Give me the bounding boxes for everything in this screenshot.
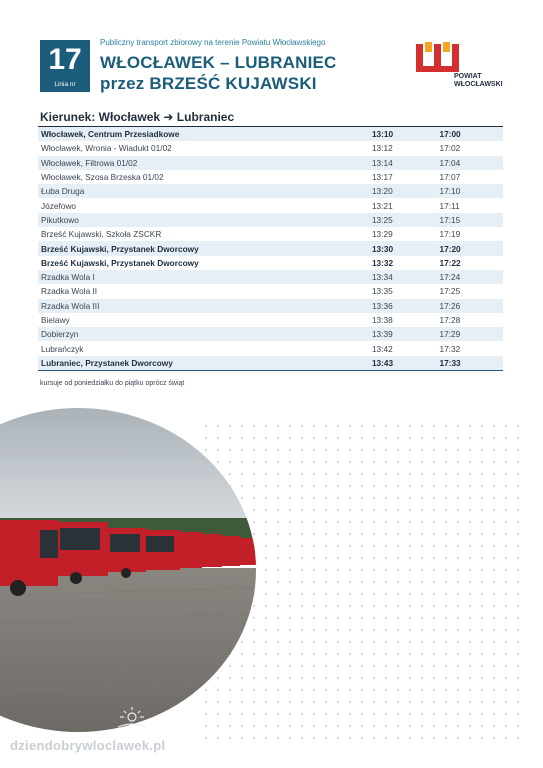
sun-logo-icon [112,705,152,733]
watermark: dziendobrywloclawek.pl [10,738,166,753]
departure-time-2: 17:07 [439,172,461,183]
departure-time-1: 13:36 [368,299,436,313]
departure-time-2: 17:25 [439,286,461,297]
timetable [38,126,503,371]
departure-time-2: 17:00 [435,127,503,142]
direction-prefix: Kierunek: Włocławek [40,110,161,124]
departure-time-2: 17:02 [439,143,461,154]
departure-time-1: 13:12 [371,143,393,154]
timetable-row [38,256,503,270]
departure-time-1: 13:39 [368,327,436,341]
stop-name: Pikutkowo [38,213,368,227]
departure-time-2: 17:15 [435,213,503,227]
departure-time-1: 13:10 [368,127,436,142]
stop-name: Brześć Kujawski, Przystanek Dworcowy [41,257,199,268]
timetable-row [38,156,503,170]
timetable-row [38,198,503,212]
stop-name: Włocławek, Wronia - Wiadukt 01/02 [41,143,172,154]
stop-name: Brześć Kujawski, Szkoła ZSCKR [41,229,162,240]
departure-time-2: 17:26 [435,299,503,313]
departure-time-1: 13:20 [368,184,436,198]
stop-name: Łuba Druga [38,184,368,198]
title-via: przez BRZEŚĆ KUJAWSKI [100,74,317,93]
stop-name: Rzadka Wola III [38,299,368,313]
page-title [100,52,337,94]
departure-time-1: 13:30 [368,241,436,255]
departure-time-1: 13:35 [371,286,393,297]
departure-time-1: 13:21 [371,200,393,211]
timetable-row [38,356,503,371]
departure-time-1: 13:42 [371,343,393,354]
stop-name: Józefowo [41,200,77,211]
departure-time-2: 17:11 [439,200,460,211]
departure-time-1: 13:29 [371,229,393,240]
stop-name: Bielawy [41,315,70,325]
timetable-row [38,184,503,198]
timetable-row [38,327,503,341]
departure-time-2: 17:24 [435,270,503,284]
timetable-row [38,213,503,227]
stop-name: Włocławek, Centrum Przesiadkowe [38,127,368,142]
departure-time-1: 13:32 [371,257,394,268]
stop-name: Rzadka Wola II [41,286,98,297]
departure-time-2: 17:20 [435,241,503,255]
logo-line-2: WŁOCŁAWSKI [454,81,503,88]
departure-time-2: 17:22 [439,257,461,268]
departure-time-1: 13:38 [371,315,393,325]
timetable-row [38,241,503,255]
timetable-row [38,270,503,284]
timetable-row [38,299,503,313]
logo-line-1: POWIAT [454,73,482,80]
timetable-row [38,341,503,355]
line-number-label: Linia nr [54,81,76,88]
timetable-row [38,313,503,327]
timetable-row [38,227,503,241]
departure-time-1: 13:43 [368,356,436,371]
stop-name: Rzadka Wola I [38,270,368,284]
service-note: kursuje od poniedziałku do piątku oprócz świąt [40,380,185,387]
title-route: WŁOCŁAWEK – LUBRANIEC [100,53,337,72]
stop-name: Dobierzyn [38,327,368,341]
departure-time-2: 17:04 [435,156,503,170]
direction-destination: Lubraniec [176,110,235,124]
departure-time-2: 17:32 [439,343,461,354]
line-number: 17 [48,43,82,76]
departure-time-2: 17:10 [435,184,503,198]
departure-time-1: 13:14 [368,156,436,170]
timetable-row [38,284,503,298]
departure-time-2: 17:29 [435,327,503,341]
line-number-badge [40,40,90,92]
departure-time-1: 13:34 [368,270,436,284]
departure-time-2: 17:28 [439,315,461,325]
departure-time-2: 17:19 [439,229,461,240]
stop-name: Lubrańczyk [41,343,84,354]
direction-heading [40,110,234,124]
stop-name: Lubraniec, Przystanek Dworcowy [38,356,368,371]
page-subtitle: Publiczny transport zbiorowy na terenie Powiatu Włocławskiego [100,38,326,47]
departure-time-1: 13:17 [371,172,393,183]
timetable-row [38,170,503,184]
departure-time-1: 13:25 [368,213,436,227]
stop-name: Włocławek, Filtrowa 01/02 [38,156,368,170]
stop-name: Brześć Kujawski, Przystanek Dworcowy [38,241,368,255]
timetable-row [38,141,503,155]
arrow-right-icon: ➜ [163,110,174,124]
departure-time-2: 17:33 [435,356,503,371]
timetable-row [38,127,503,142]
powiat-logo-text [454,73,503,89]
stop-name: Włocławek, Szosa Brzeska 01/02 [41,172,164,183]
